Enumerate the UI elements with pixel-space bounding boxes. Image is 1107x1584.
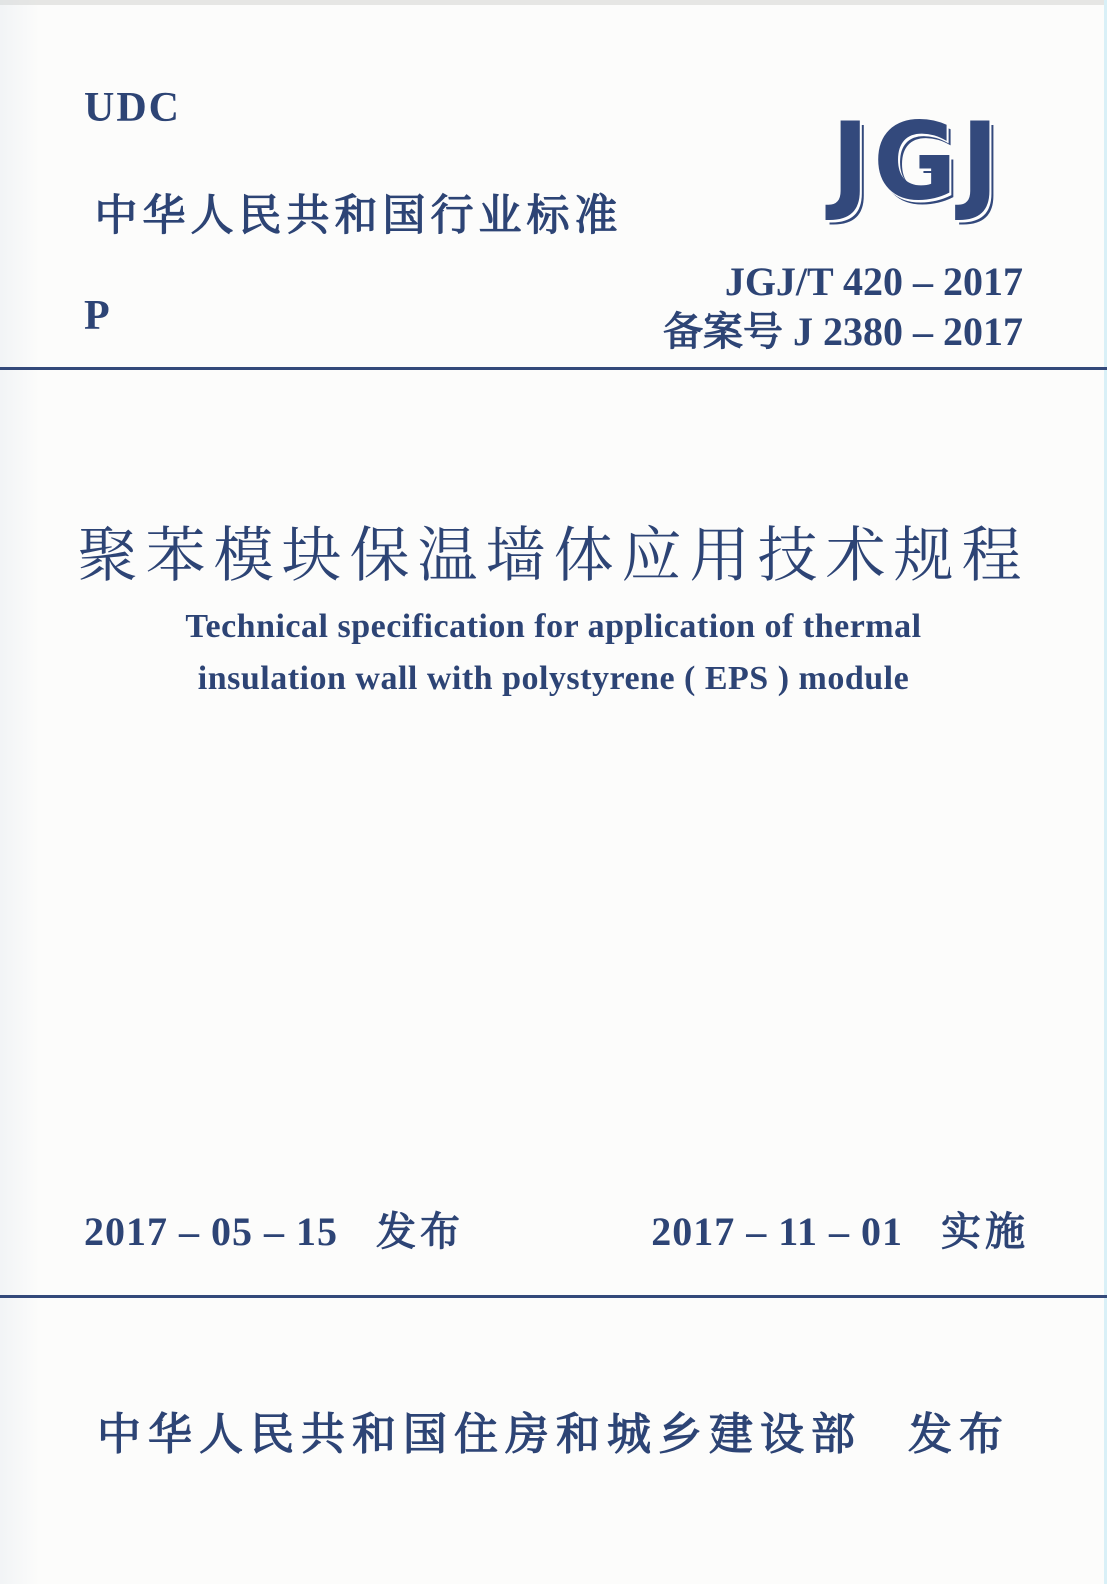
implement-date: 2017 – 11 – 01	[651, 1209, 903, 1254]
title-english-line2: insulation wall with polystyrene ( EPS ) module	[197, 660, 910, 697]
standard-number: JGJ/T 420 – 2017	[724, 259, 1023, 304]
scan-top-edge	[0, 0, 1107, 5]
issue-date-group	[84, 1200, 464, 1257]
standard-type-heading: 中华人民共和国行业标准	[94, 192, 623, 240]
issue-label: 发布	[376, 1210, 464, 1254]
implement-date-group	[651, 1200, 1029, 1257]
footer-divider-line	[0, 1295, 1107, 1298]
classification-code: P	[84, 293, 110, 339]
record-number: 备案号 J 2380 – 2017	[663, 309, 1023, 354]
date-row	[84, 1200, 1029, 1257]
publish-label: 发布	[908, 1410, 1010, 1459]
title-english-line1: Technical specification for application of thermal	[185, 608, 922, 645]
udc-label: UDC	[84, 85, 181, 131]
implement-label: 实施	[941, 1210, 1029, 1254]
title-chinese: 聚苯模块保温墙体应用技术规程	[77, 523, 1030, 589]
issue-date: 2017 – 05 – 15	[84, 1209, 338, 1254]
publisher-name: 中华人民共和国住房和城乡建设部	[97, 1410, 862, 1459]
header-divider-line	[0, 367, 1107, 370]
jgj-logo: JGJ	[831, 100, 1003, 225]
publisher-row	[0, 1398, 1107, 1462]
